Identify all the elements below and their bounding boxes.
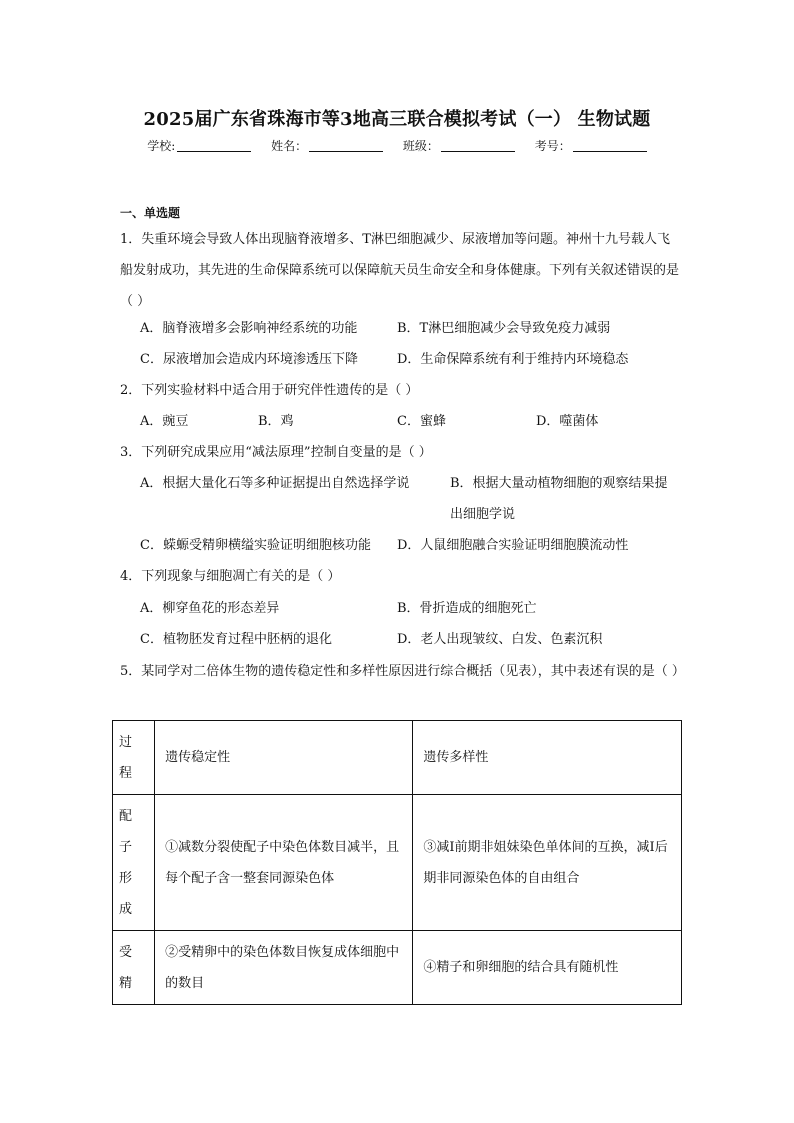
- school-field: [147, 137, 251, 154]
- question-3-option-d[interactable]: D．人鼠细胞融合实验证明细胞膜流动性: [397, 538, 629, 553]
- class-field: [403, 137, 515, 154]
- question-4-stem: 4．下列现象与细胞凋亡有关的是（ ）: [120, 569, 341, 584]
- school-label: 学校:: [147, 139, 176, 153]
- question-4-option-b[interactable]: B．骨折造成的细胞死亡: [397, 601, 537, 616]
- name-blank[interactable]: [309, 151, 383, 152]
- class-label: 班级：: [402, 139, 439, 153]
- table-cell-process: 配子形成: [113, 795, 155, 931]
- student-info-line: [0, 137, 794, 154]
- question-4-option-c[interactable]: C．植物胚发育过程中胚柄的退化: [140, 632, 332, 647]
- question-3-option-a[interactable]: A．根据大量化石等多种证据提出自然选择学说: [140, 476, 410, 491]
- question-2-option-c[interactable]: C．蜜蜂: [397, 414, 446, 429]
- id-label: 考号：: [534, 139, 571, 153]
- question-4-option-a[interactable]: A．柳穿鱼花的形态差异: [140, 601, 280, 616]
- table-cell-diversity: ③减Ⅰ前期非姐妹染色单体间的互换，减Ⅰ后期非同源染色体的自由组合: [413, 795, 682, 931]
- id-field: [535, 137, 647, 154]
- school-blank[interactable]: [177, 151, 251, 152]
- question-1-stem: 1．失重环境会导致人体出现脑脊液增多、T淋巴细胞减少、尿液增加等问题。神州十九号载人飞船发射成功，其先进的生命保障系统可以保障航天员生命安全和身体健康。下列有关叙述错误的是（ ）: [120, 232, 680, 309]
- question-2-option-b[interactable]: B．鸡: [258, 414, 294, 429]
- question-1-option-d[interactable]: D．生命保障系统有利于维持内环境稳态: [397, 352, 629, 367]
- table-header-diversity: 遗传多样性: [413, 721, 682, 795]
- question-1-option-b[interactable]: B．T淋巴细胞减少会导致免疫力减弱: [397, 321, 611, 336]
- name-field: [271, 137, 383, 154]
- name-label: 姓名：: [271, 139, 308, 153]
- question-5-stem: 5．某同学对二倍体生物的遗传稳定性和多样性原因进行综合概括（见表），其中表述有误的是（ ）: [120, 664, 685, 679]
- table-row: [113, 795, 682, 931]
- id-blank[interactable]: [573, 151, 647, 152]
- question-3-option-c[interactable]: C．蝾螈受精卵横缢实验证明细胞核功能: [140, 538, 371, 553]
- table-header-row: [113, 721, 682, 795]
- question-4-option-d[interactable]: D．老人出现皱纹、白发、色素沉积: [397, 632, 603, 647]
- table-header-stability: 遗传稳定性: [155, 721, 413, 795]
- question-2-option-d[interactable]: D．噬菌体: [536, 414, 599, 429]
- question-3-stem: 3．下列研究成果应用“减法原理”控制自变量的是（ ）: [120, 445, 432, 460]
- question-2-option-a[interactable]: A．豌豆: [140, 414, 189, 429]
- table-cell-diversity: ④精子和卵细胞的结合具有随机性: [413, 931, 682, 1005]
- question-1-option-a[interactable]: A．脑脊液增多会影响神经系统的功能: [140, 321, 358, 336]
- section-title: 一、单选题: [120, 206, 181, 220]
- table-row: [113, 931, 682, 1005]
- table-cell-stability: ②受精卵中的染色体数目恢复成体细胞中的数目: [155, 931, 413, 1005]
- question-2-stem: 2．下列实验材料中适合用于研究伴性遗传的是（ ）: [120, 383, 419, 398]
- class-blank[interactable]: [441, 151, 515, 152]
- exam-title: 2025届广东省珠海市等3地高三联合模拟考试（一） 生物试题: [143, 109, 651, 130]
- question-5-table: [112, 720, 682, 1005]
- question-3-option-b[interactable]: B．根据大量动植物细胞的观察结果提出细胞学说: [450, 476, 668, 522]
- table-cell-stability: ①减数分裂使配子中染色体数目减半，且每个配子含一整套同源染色体: [155, 795, 413, 931]
- table-header-process: 过程: [113, 721, 155, 795]
- table-cell-process: 受精: [113, 931, 155, 1005]
- question-1-option-c[interactable]: C．尿液增加会造成内环境渗透压下降: [140, 352, 358, 367]
